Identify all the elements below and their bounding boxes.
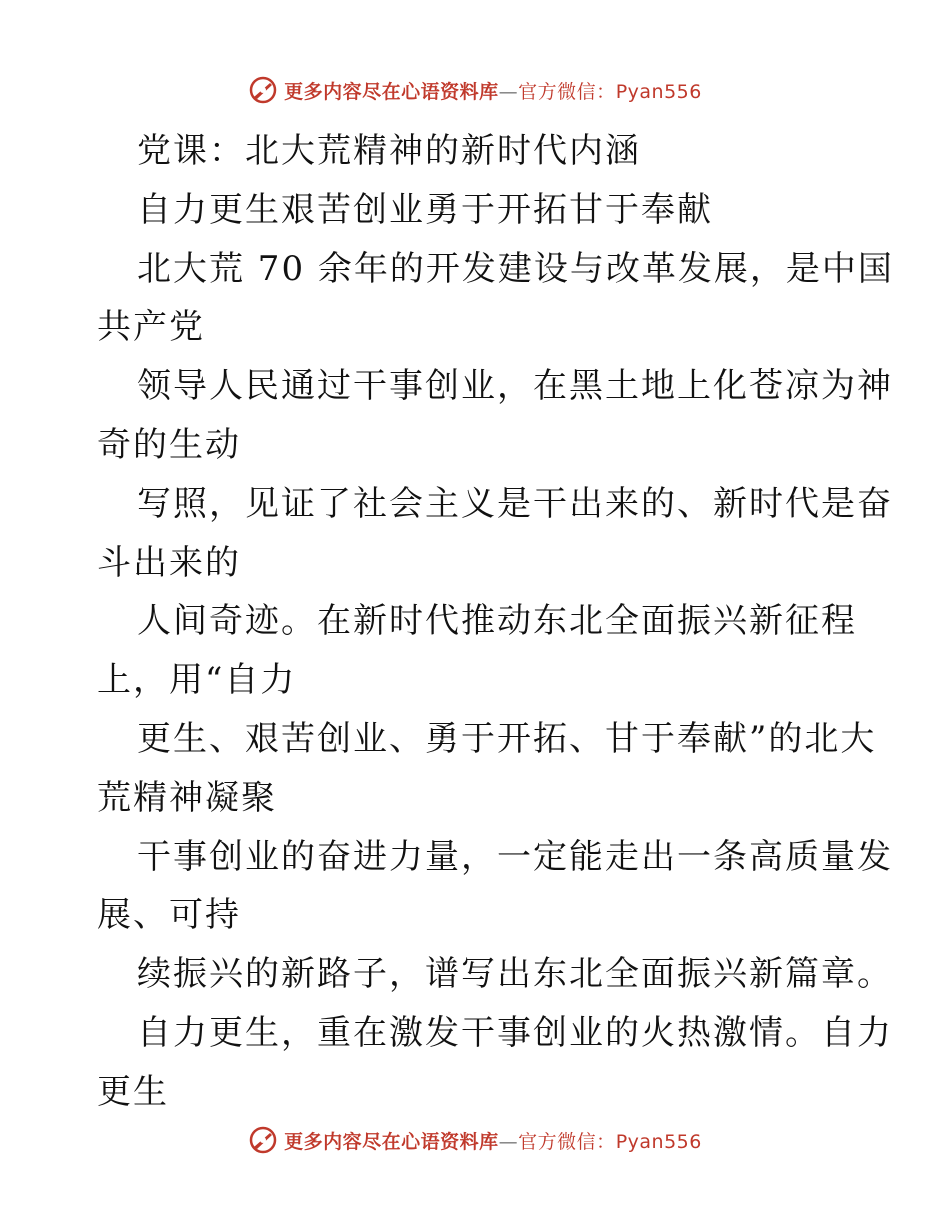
paragraph-line: 斗出来的 [97,542,241,583]
doc-title: 党课：北大荒精神的新时代内涵 [137,131,641,171]
paragraph-line: 续振兴的新路子，谱写出东北全面振兴新篇章。 [137,954,893,995]
paragraph-line: 干事创业的奋进力量，一定能走出一条高质量发 [137,836,893,877]
document-body [97,122,894,1122]
paragraph-line: 共产党 [97,307,205,348]
doc-subtitle: 自力更生艰苦创业勇于开拓甘于奉献 [137,189,713,230]
paragraph-line: 更生、艰苦创业、勇于开拓、甘于奉献”的北大 [137,718,877,759]
footer-banner [0,1120,950,1160]
header-banner [0,70,950,110]
paragraph-line: 更生 [97,1071,169,1112]
paragraph-line: 北大荒 70 余年的开发建设与改革发展，是中国 [137,248,894,289]
paragraph-line: 写照，见证了社会主义是干出来的、新时代是奋 [137,483,893,524]
banner-text: 更多内容尽在心语资料库—官方微信：Pyan556 [284,1130,702,1153]
paragraph-line: 自力更生，重在激发干事创业的火热激情。自力 [137,1012,893,1053]
paragraph-line: 展、可持 [97,895,241,936]
paragraph-line: 奇的生动 [97,424,241,465]
banner-text: 更多内容尽在心语资料库—官方微信：Pyan556 [284,80,702,103]
pen-circle-icon [248,75,278,105]
paragraph-line: 领导人民通过干事创业，在黑土地上化苍凉为神 [137,366,893,407]
paragraph-line: 上，用“自力 [97,660,297,701]
paragraph-line: 荒精神凝聚 [97,777,277,818]
paragraph-line: 人间奇迹。在新时代推动东北全面振兴新征程 [137,601,857,642]
pen-circle-icon [248,1125,278,1155]
